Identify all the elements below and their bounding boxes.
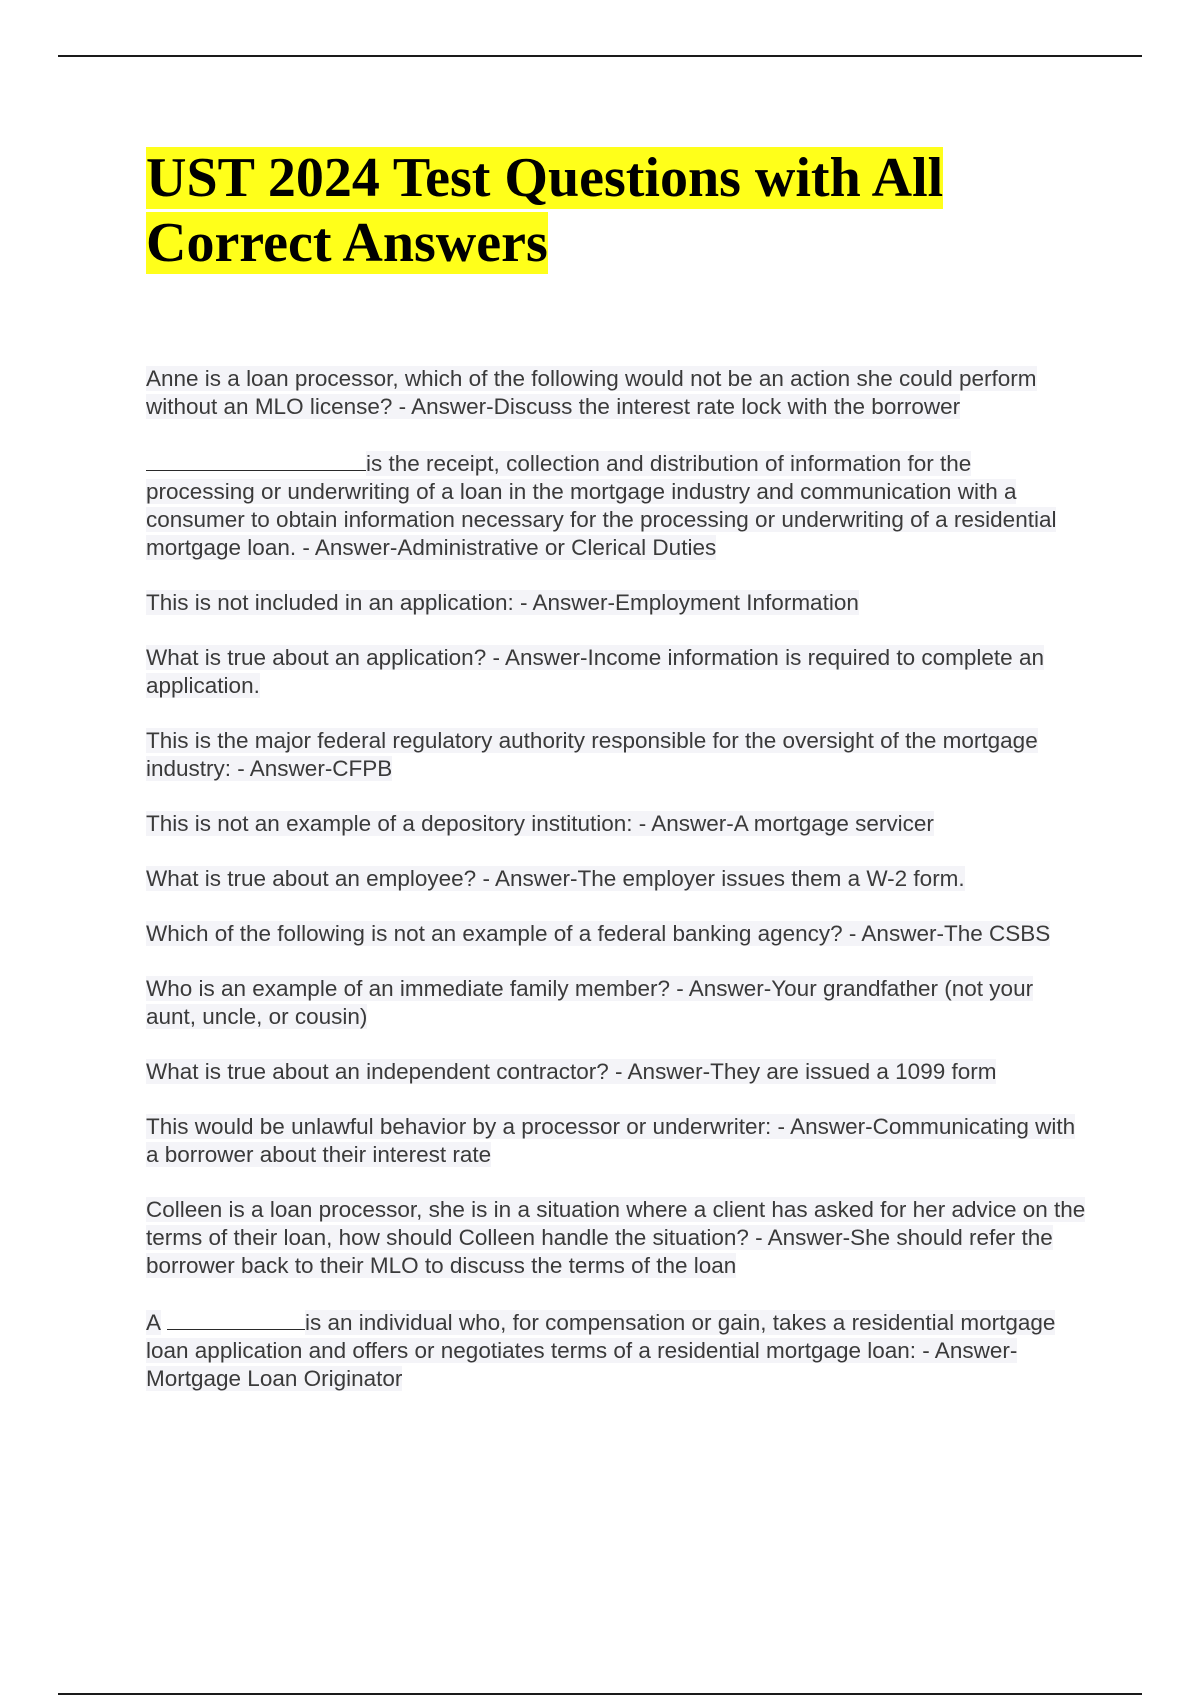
qa-item bbox=[146, 644, 1086, 700]
question-answer-list bbox=[146, 365, 1086, 1420]
qa-item-text: is the receipt, collection and distribution of information for the processing or underwriting of a loan in the mortgage industry and communication with a consumer to obtain information necessary for the processing or underwriting of a residential mortgage loan. - Answer-Administrative or Clerical Duties bbox=[146, 451, 1057, 560]
qa-item-text: This would be unlawful behavior by a processor or underwriter: - Answer-Communicating with a borrower about their interest rate bbox=[146, 1114, 1076, 1167]
fill-in-blank bbox=[167, 1307, 305, 1330]
qa-item bbox=[146, 365, 1086, 421]
qa-item-text: Colleen is a loan processor, she is in a situation where a client has asked for her advice on the terms of their loan, how should Colleen handle the situation? - Answer-She should refer the borrower back to their MLO to discuss the terms of the loan bbox=[146, 1197, 1086, 1278]
qa-item-text: This is not an example of a depository institution: - Answer-A mortgage servicer bbox=[146, 811, 934, 836]
qa-item-text: What is true about an independent contractor? - Answer-They are issued a 1099 form bbox=[146, 1059, 997, 1084]
qa-item-text: What is true about an employee? - Answer-The employer issues them a W-2 form. bbox=[146, 866, 965, 891]
qa-item bbox=[146, 920, 1086, 948]
qa-item bbox=[146, 975, 1086, 1031]
qa-item-text: This is not included in an application: - Answer-Employment Information bbox=[146, 590, 859, 615]
page-title bbox=[146, 146, 1046, 276]
qa-item bbox=[146, 727, 1086, 783]
page-title-line-1: UST 2024 Test Questions with All bbox=[146, 147, 944, 209]
qa-item bbox=[146, 448, 1086, 562]
qa-item-text: Anne is a loan processor, which of the following would not be an action she could perform without an MLO license? - Answer-Discuss the interest rate lock with the borrower bbox=[146, 366, 1037, 419]
qa-item bbox=[146, 589, 1086, 617]
qa-item bbox=[146, 1307, 1086, 1393]
qa-item-prefix: A bbox=[146, 1310, 162, 1335]
qa-item bbox=[146, 1113, 1086, 1169]
fill-in-blank bbox=[146, 448, 366, 471]
qa-item-text: is an individual who, for compensation or gain, takes a residential mortgage loan application and offers or negotiates terms of a residential mortgage loan: - Answer-Mortgage Loan Originator bbox=[146, 1310, 1056, 1391]
qa-item bbox=[146, 1058, 1086, 1086]
qa-item-text: Who is an example of an immediate family member? - Answer-Your grandfather (not your aunt, uncle, or cousin) bbox=[146, 976, 1034, 1029]
qa-item-text: This is the major federal regulatory authority responsible for the oversight of the mortgage industry: - Answer-CFPB bbox=[146, 728, 1038, 781]
qa-item-text: What is true about an application? - Answer-Income information is required to complete an application. bbox=[146, 645, 1044, 698]
qa-item bbox=[146, 865, 1086, 893]
footer-rule bbox=[58, 1693, 1142, 1695]
qa-item bbox=[146, 810, 1086, 838]
header-rule bbox=[58, 55, 1142, 57]
qa-item bbox=[146, 1196, 1086, 1280]
qa-item-text: Which of the following is not an example of a federal banking agency? - Answer-The CSBS bbox=[146, 921, 1051, 946]
page-title-line-2: Correct Answers bbox=[146, 212, 548, 274]
